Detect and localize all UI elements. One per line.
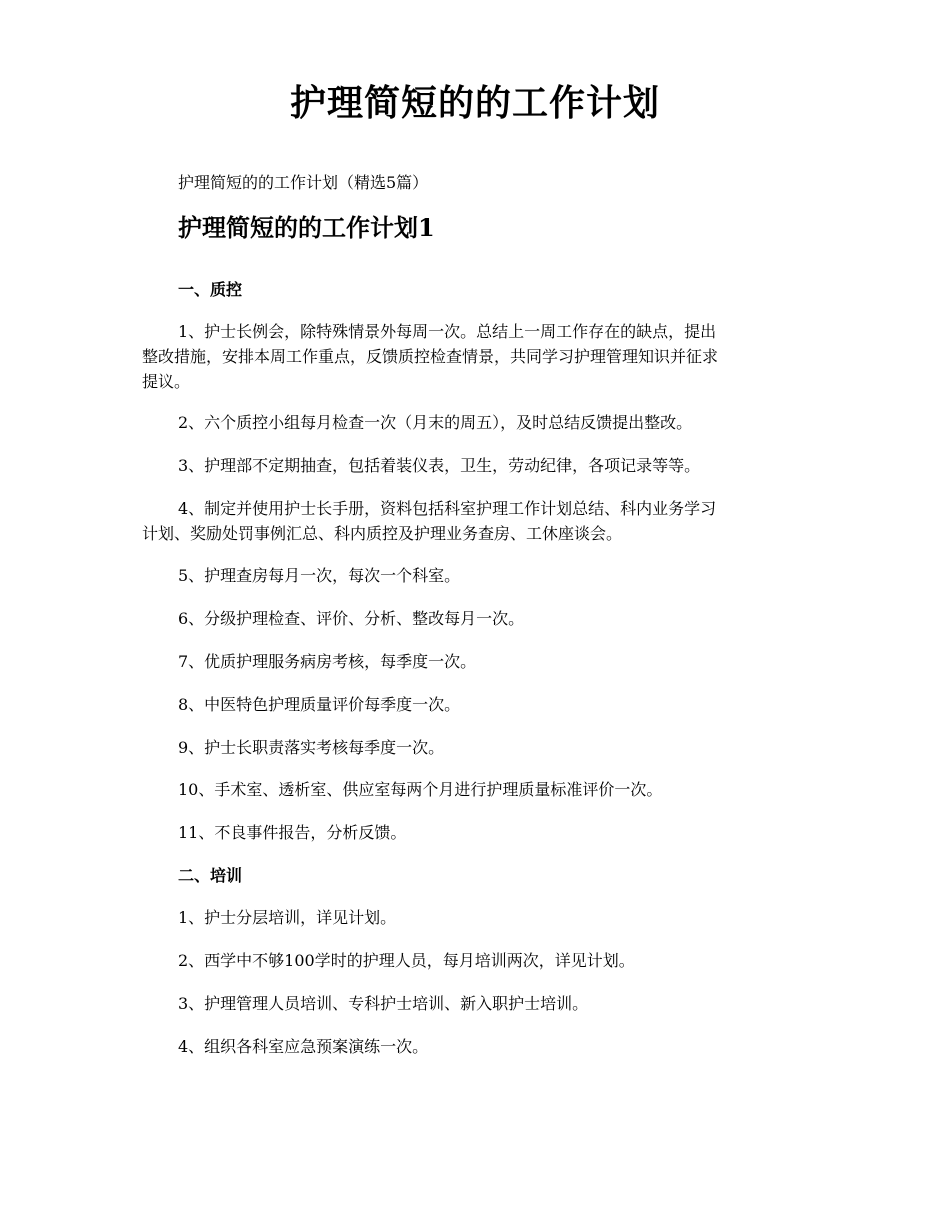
part1-heading: 一、质控 [178,280,243,299]
paragraph: 8、中医特色护理质量评价每季度一次。 [178,695,461,714]
paragraph: 1、护士分层培训，详见计划。 [178,908,397,927]
document-subtitle: 护理简短的的工作计划（精选5篇） [178,173,429,192]
paragraph: 10、手术室、透析室、供应室每两个月进行护理质量标准评价一次。 [178,780,663,799]
section-title: 护理简短的的工作计划1 [178,213,435,242]
paragraph-line: 整改措施，安排本周工作重点，反馈质控检查情景，共同学习护理管理知识并征求 [142,347,719,366]
paragraph: 2、西学中不够100学时的护理人员，每月培训两次，详见计划。 [178,951,635,970]
paragraph: 5、护理查房每月一次，每次一个科室。 [178,566,461,585]
paragraph: 3、护理部不定期抽查，包括着装仪表，卫生，劳动纪律，各项记录等等。 [178,456,701,475]
paragraph-line: 提议。 [142,372,191,391]
paragraph-line: 4、制定并使用护士长手册，资料包括科室护理工作计划总结、科内业务学习 [178,499,717,518]
paragraph: 4、组织各科室应急预案演练一次。 [178,1037,429,1056]
paragraph: 2、六个质控小组每月检查一次（月末的周五），及时总结反馈提出整改。 [178,413,693,432]
paragraph-line: 1、护士长例会，除特殊情景外每周一次。总结上一周工作存在的缺点，提出 [178,322,717,341]
paragraph: 6、分级护理检查、评价、分析、整改每月一次。 [178,609,525,628]
paragraph: 9、护士长职责落实考核每季度一次。 [178,738,445,757]
paragraph: 7、优质护理服务病房考核，每季度一次。 [178,652,477,671]
document-title: 护理简短的的工作计划 [289,82,660,124]
paragraph: 3、护理管理人员培训、专科护士培训、新入职护士培训。 [178,994,589,1013]
paragraph-line: 计划、奖励处罚事例汇总、科内质控及护理业务查房、工休座谈会。 [142,524,623,543]
paragraph: 11、不良事件报告，分析反馈。 [178,823,407,842]
part2-heading: 二、培训 [178,866,243,885]
